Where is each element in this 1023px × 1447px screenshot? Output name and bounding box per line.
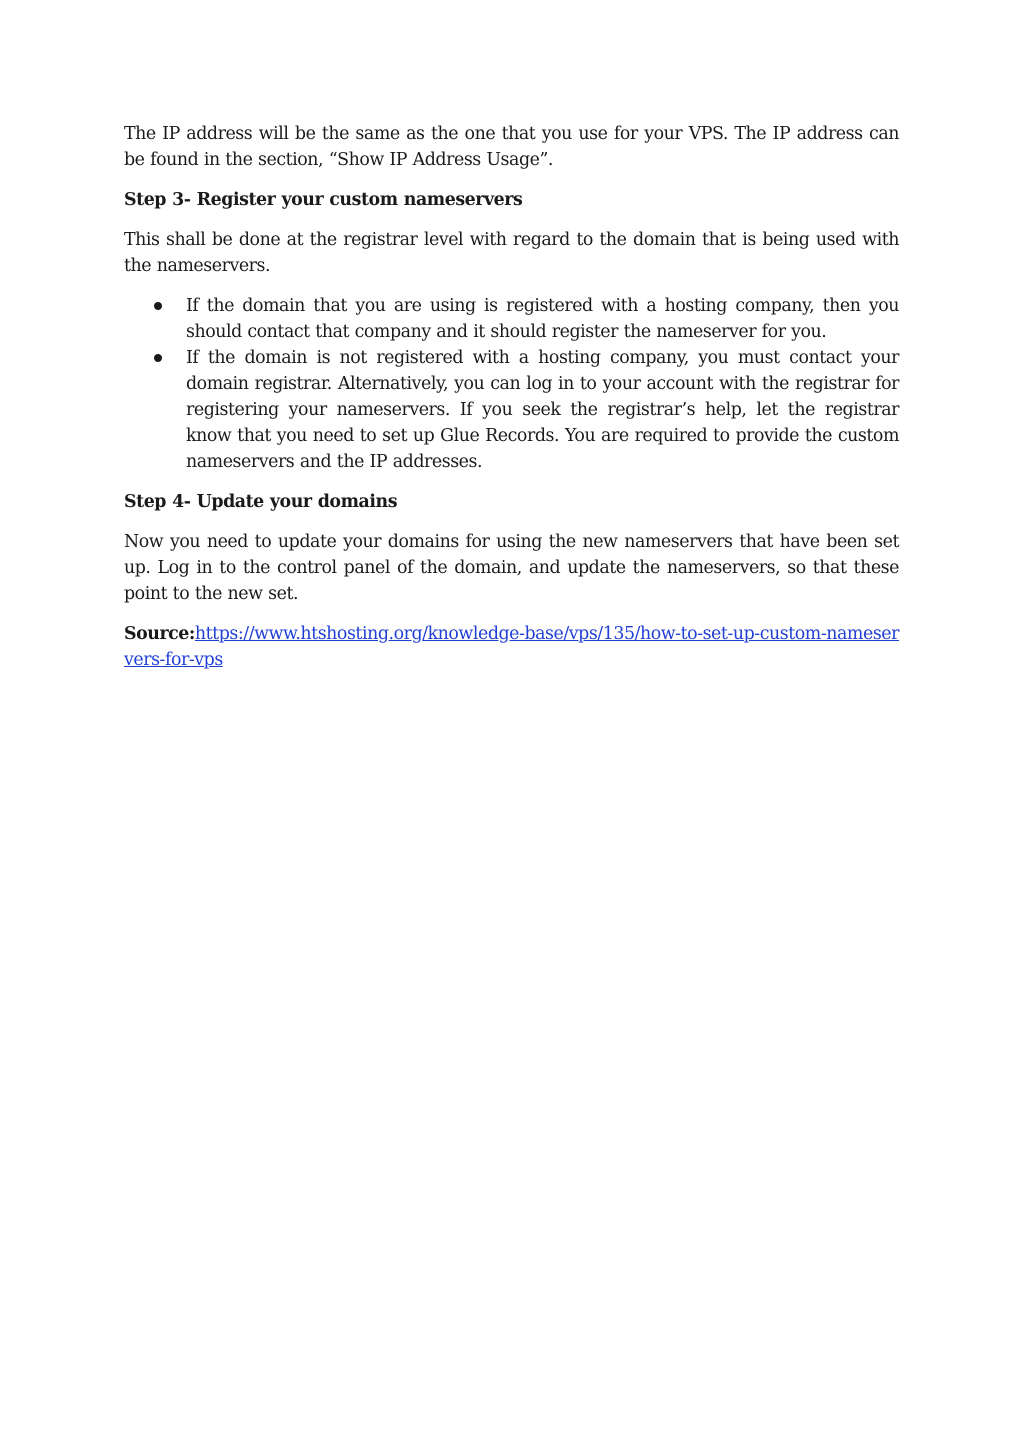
source-line [124,621,899,673]
step3-paragraph: This shall be done at the registrar level with regard to the domain that is being used with the nameservers. [124,230,899,276]
list-item-text: If the domain is not registered with a hosting company, you must contact your domain registrar. Alternatively, you can log in to your account with the registrar for registering your nameservers. If you seek the registrar’s help, let the registrar know that you need to set up Glue Records. You are required to provide the custom nameservers and the IP addresses. [186,348,899,472]
document-page [124,121,899,687]
step3-heading: Step 3- Register your custom nameservers [124,190,523,210]
list-item [124,345,899,475]
step3-bullet-list [124,293,899,475]
intro-paragraph: The IP address will be the same as the one that you use for your VPS. The IP address can be found in the section, “Show IP Address Usage”. [124,124,899,170]
source-link[interactable]: https://www.htshosting.org/knowledge-base/vps/135/how-to-set-up-custom-nameservers-for-vps [124,624,899,670]
list-item [124,293,899,345]
bullet-icon [154,354,162,362]
step4-paragraph: Now you need to update your domains for using the new nameservers that have been set up. Log in to the control panel of the domain, and update the nameservers, so that these point to the new set. [124,532,899,604]
step4-heading: Step 4- Update your domains [124,492,398,512]
source-label: Source: [124,624,195,644]
list-item-text: If the domain that you are using is registered with a hosting company, then you should contact that company and it should register the nameserver for you. [186,296,899,342]
bullet-icon [154,302,162,310]
